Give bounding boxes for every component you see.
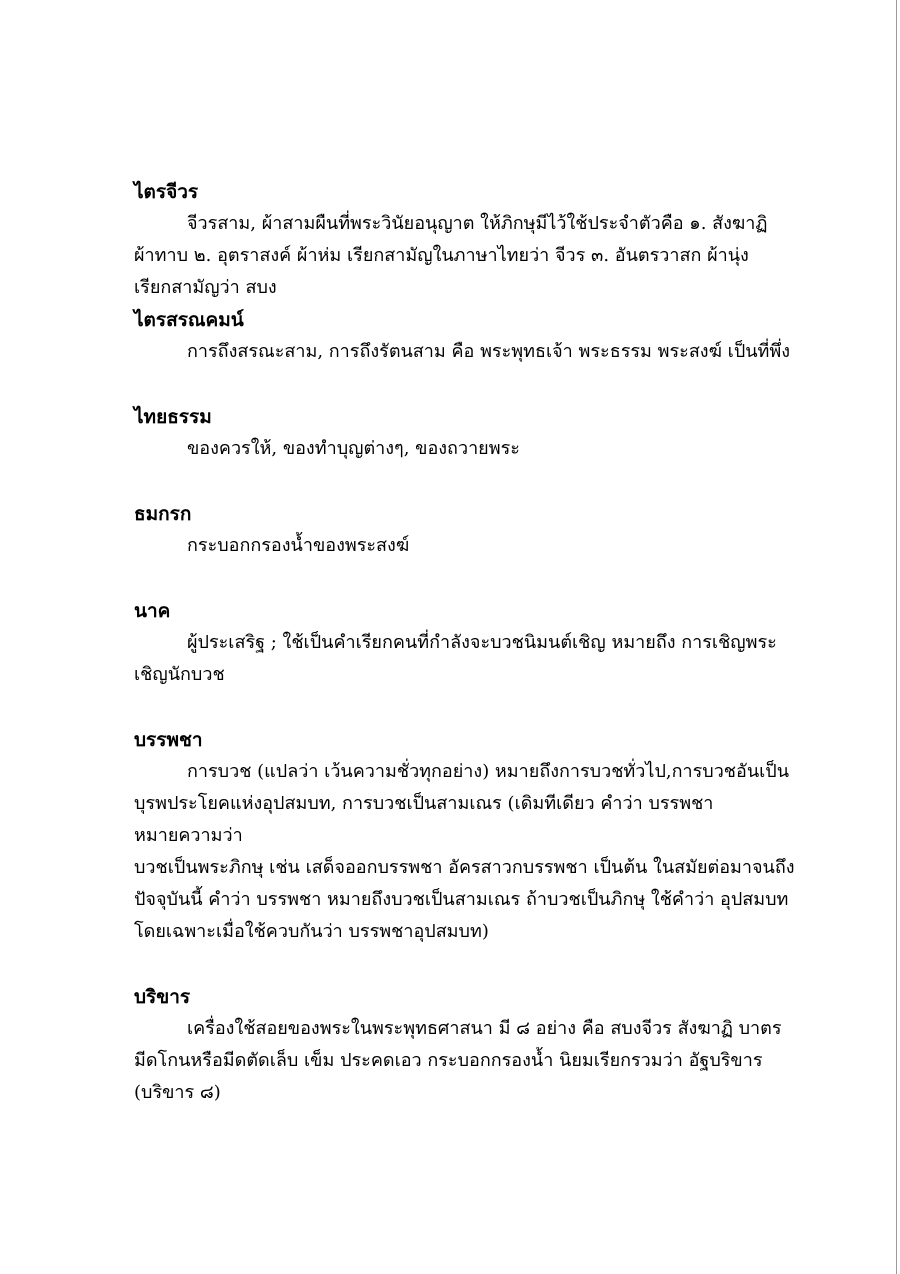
glossary-entry <box>134 498 834 562</box>
glossary-entry <box>134 595 834 691</box>
entry-term: บรรพชา <box>134 729 203 751</box>
entry-spacer <box>134 691 834 724</box>
page-edge-line <box>896 0 897 1274</box>
entry-line: ของควรให้, ของทำบุญต่างๆ, ของถวายพระ <box>187 438 520 459</box>
entry-line: (บริขาร ๘) <box>134 1082 221 1103</box>
glossary-entry <box>134 304 834 368</box>
entry-line: หมายความว่า <box>134 825 243 846</box>
glossary-entry <box>134 981 834 1109</box>
entry-term: ไตรจีวร <box>134 181 199 203</box>
entry-spacer <box>134 948 834 981</box>
entry-line: การบวช (แปลว่า เว้นความชั่วทุกอย่าง) หมายถึงการบวชทั่วไป,การบวชอันเป็น <box>187 761 790 782</box>
entry-term: นาค <box>134 600 171 622</box>
entry-spacer <box>134 562 834 595</box>
entry-line: จีวรสาม, ผ้าสามผืนที่พระวินัยอนุญาต ให้ภิกษุมีไว้ใช้ประจำตัวคือ ๑. สังฆาฏิ <box>187 213 768 234</box>
entry-line: ผู้ประเสริฐ ; ใช้เป็นคำเรียกคนที่กำลังจะบวชนิมนต์เชิญ หมายถึง การเชิญพระ <box>187 632 777 653</box>
entry-line: การถึงสรณะสาม, การถึงรัตนสาม คือ พระพุทธเจ้า พระธรรม พระสงฆ์ เป็นที่พึ่ง <box>187 341 791 362</box>
glossary-entry <box>134 724 834 948</box>
entry-line: เครื่องใช้สอยของพระในพระพุทธศาสนา มี ๘ อย่าง คือ สบงจีวร สังฆาฏิ บาตร <box>187 1018 782 1039</box>
entry-line: ผ้าทาบ ๒. อุตราสงค์ ผ้าห่ม เรียกสามัญในภาษาไทยว่า จีวร ๓. อันตรวาสก ผ้านุ่ง <box>134 245 749 266</box>
entry-term: บริขาร <box>134 986 191 1008</box>
entry-line: กระบอกกรองน้ำของพระสงฆ์ <box>187 535 410 556</box>
glossary-content <box>134 176 834 1109</box>
entry-line: เรียกสามัญว่า สบง <box>134 277 277 298</box>
entry-spacer <box>134 368 834 401</box>
glossary-entry <box>134 176 834 304</box>
glossary-entry <box>134 401 834 465</box>
entry-line: ปัจจุบันนี้ คำว่า บรรพชา หมายถึงบวชเป็นสามเณร ถ้าบวชเป็นภิกษุ ใช้คำว่า อุปสมบท <box>134 889 789 910</box>
entry-line: บุรพประโยคแห่งอุปสมบท, การบวชเป็นสามเณร (เดิมทีเดียว คำว่า บรรพชา <box>134 793 714 814</box>
entry-term: ธมกรก <box>134 503 192 525</box>
entry-line: มีดโกนหรือมีดตัดเล็บ เข็ม ประคดเอว กระบอกกรองน้ำ นิยมเรียกรวมว่า อัฐบริขาร <box>134 1050 763 1071</box>
entry-line: เชิญนักบวช <box>134 664 225 685</box>
entry-spacer <box>134 465 834 498</box>
entry-line: บวชเป็นพระภิกษุ เช่น เสด็จออกบรรพชา อัครสาวกบรรพชา เป็นต้น ในสมัยต่อมาจนถึง <box>134 857 795 878</box>
entry-term: ไทยธรรม <box>134 406 212 428</box>
entry-term: ไตรสรณคมน์ <box>134 309 244 331</box>
entry-line: โดยเฉพาะเมื่อใช้ควบกันว่า บรรพชาอุปสมบท) <box>134 921 489 942</box>
